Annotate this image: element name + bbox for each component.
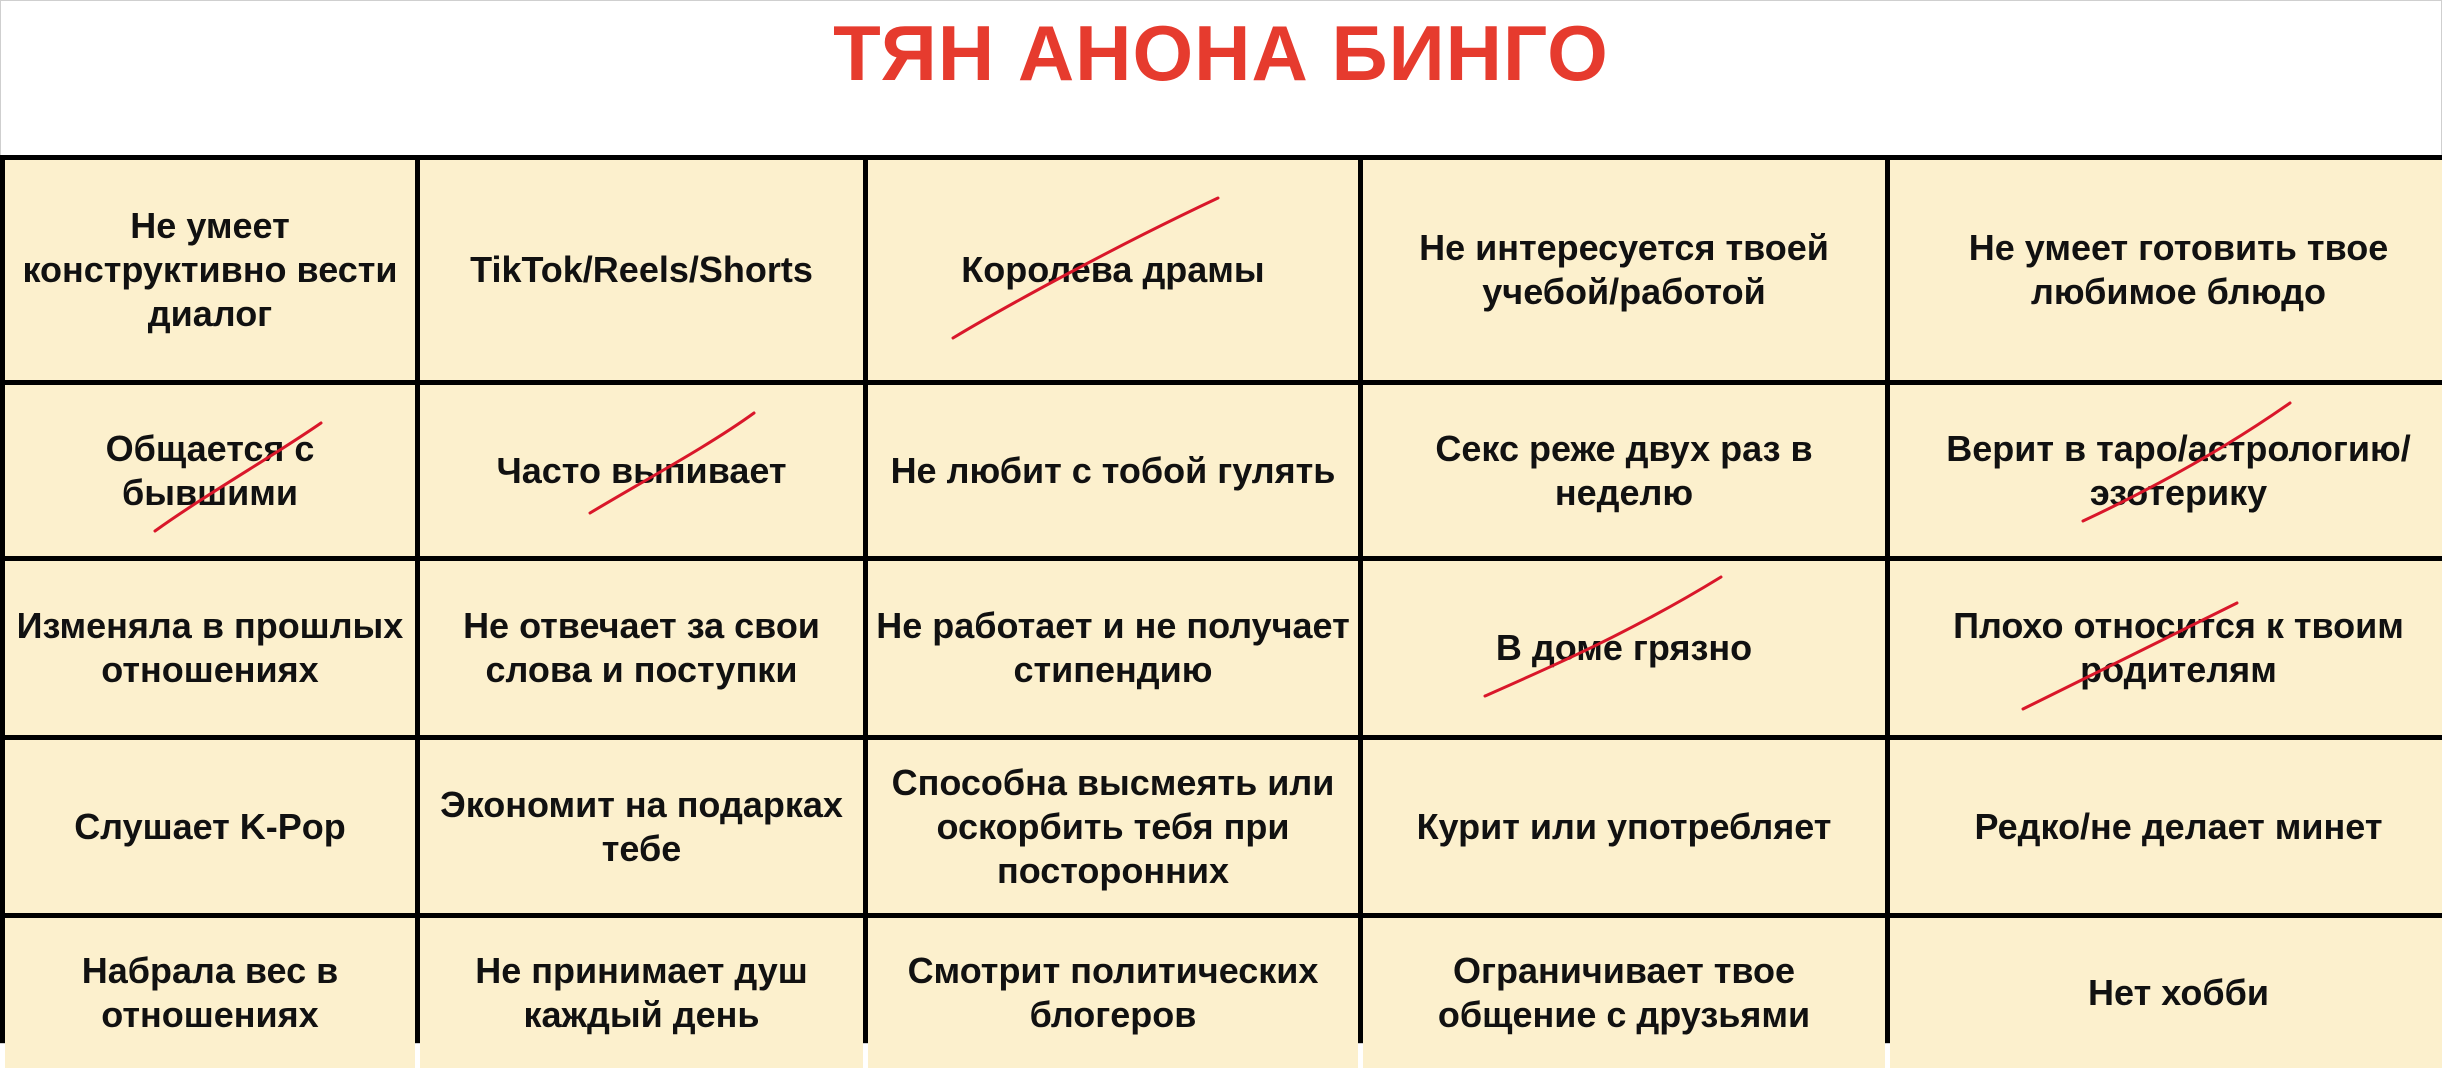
bingo-cell[interactable]	[1363, 160, 1885, 380]
bingo-cell-label: Королева драмы	[961, 249, 1265, 290]
bingo-cell-label: Слушает K-Pop	[74, 805, 346, 847]
bingo-cell[interactable]	[420, 385, 863, 556]
bingo-cell[interactable]	[420, 740, 863, 913]
bingo-cell-label: Часто выпивает	[496, 449, 787, 491]
bingo-cell-label: Плохо относится к твоим родителям	[1953, 605, 2404, 690]
bingo-cell[interactable]	[868, 740, 1358, 913]
bingo-cell-label: Не интересуется твоей учебой/работой	[1419, 227, 1829, 312]
bingo-cell-label: Не любит с тобой гулять	[890, 449, 1336, 491]
bingo-cell-label: Нет хобби	[2088, 972, 2269, 1013]
bingo-cell-label: Курит или употребляет	[1416, 805, 1832, 847]
bingo-cell[interactable]	[1890, 160, 2442, 380]
bingo-cell[interactable]	[1363, 385, 1885, 556]
bingo-cell-label: Набрала вес в отношениях	[81, 950, 339, 1035]
bingo-cell-label: TikTok/Reels/Shorts	[470, 249, 813, 290]
bingo-cell[interactable]	[1890, 740, 2442, 913]
bingo-cell-label: Не отвечает за свои слова и поступки	[463, 605, 820, 690]
bingo-cell[interactable]	[5, 918, 415, 1068]
bingo-cell-label: Смотрит политических блогеров	[907, 950, 1319, 1035]
bingo-cell[interactable]	[1363, 740, 1885, 913]
bingo-cell[interactable]	[868, 561, 1358, 735]
bingo-cell[interactable]	[1363, 918, 1885, 1068]
bingo-cell[interactable]	[420, 918, 863, 1068]
bingo-cell[interactable]	[1890, 561, 2442, 735]
bingo-cell[interactable]	[868, 918, 1358, 1068]
bingo-cell[interactable]	[5, 385, 415, 556]
bingo-cell-label: В доме грязно	[1495, 627, 1753, 668]
bingo-cell[interactable]	[1890, 918, 2442, 1068]
bingo-cell[interactable]	[5, 160, 415, 380]
bingo-cell[interactable]	[868, 160, 1358, 380]
bingo-cell-label: Секс реже двух раз в неделю	[1435, 427, 1813, 513]
bingo-cell-label: Экономит на подарках тебе	[440, 783, 843, 869]
bingo-cell-label: Редко/не делает минет	[1974, 805, 2383, 847]
bingo-cell-label: Не умеет готовить твое любимое блюдо	[1968, 227, 2389, 312]
bingo-cell[interactable]	[5, 561, 415, 735]
bingo-cell[interactable]	[1363, 561, 1885, 735]
bingo-cell[interactable]	[1890, 385, 2442, 556]
bingo-cell[interactable]	[5, 740, 415, 913]
bingo-cell-label: Не работает и не получает стипендию	[876, 605, 1350, 690]
bingo-cell-label: Не принимает душ каждый день	[475, 950, 808, 1035]
bingo-cell[interactable]	[420, 561, 863, 735]
bingo-cell-label: Ограничивает твое общение с друзьями	[1437, 950, 1811, 1035]
bingo-cell-label: Верит в таро/астрологию/эзотерику	[1946, 427, 2411, 513]
bingo-cell-label: Способна высмеять или оскорбить тебя при посторонних	[891, 761, 1335, 891]
bingo-cell[interactable]	[420, 160, 863, 380]
bingo-cell[interactable]	[868, 385, 1358, 556]
bingo-cell-label: Изменяла в прошлых отношениях	[16, 605, 404, 690]
bingo-grid	[0, 155, 2442, 1043]
bingo-cell-label: Не умеет конструктивно вести диалог	[22, 205, 398, 334]
page-title: ТЯН АНОНА БИНГО	[833, 9, 1609, 97]
bingo-cell-label: Общается с бывшими	[105, 427, 315, 513]
